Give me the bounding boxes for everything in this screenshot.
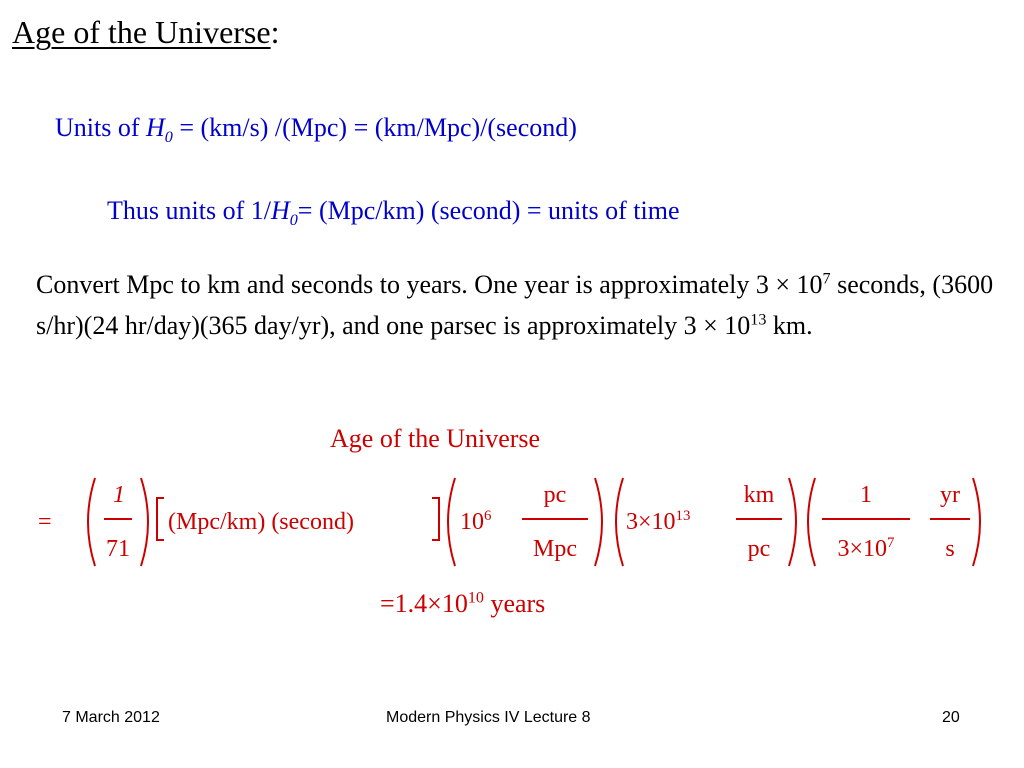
equation-result [380, 586, 545, 622]
units-rest: = (km/s) /(Mpc) = (km/Mpc)/(second) [172, 113, 577, 142]
frac1-denominator: 71 [106, 536, 130, 562]
three-times-base: 3×10 [626, 509, 676, 535]
hubble-symbol: H [146, 113, 165, 142]
frac4-bar [822, 518, 910, 520]
footer-date: 7 March 2012 [62, 709, 160, 726]
left-bracket [154, 496, 168, 542]
title-text: Age of the Universe [12, 14, 271, 50]
bracket-content: (Mpc/km) (second) [168, 509, 354, 535]
para-exp1: 7 [822, 270, 831, 288]
thus-prefix: Thus units of 1/ [107, 196, 271, 225]
frac4-denominator [822, 534, 910, 564]
left-paren-3 [608, 476, 626, 568]
three-times-exponent: 13 [675, 508, 691, 524]
frac5-bar [930, 518, 970, 520]
hubble-subscript: 0 [164, 129, 173, 147]
frac1-numerator: 1 [113, 482, 125, 508]
result-unit: years [490, 589, 546, 618]
title-colon: : [270, 14, 280, 50]
page-title [12, 12, 279, 52]
footer-page-number: 20 [942, 709, 960, 726]
right-paren-4 [970, 476, 988, 568]
conversion-paragraph [36, 264, 996, 346]
left-paren-4 [800, 476, 818, 568]
frac5-numerator: yr [940, 482, 960, 508]
para-part1: Convert Mpc to km and seconds to years. One year is approximately 3 × 10 [36, 270, 823, 299]
frac2-bar [522, 518, 588, 520]
frac1-bar [104, 518, 132, 520]
frac5-denominator: s [945, 536, 955, 562]
equation-equals: = [38, 509, 52, 535]
thus-rest: = (Mpc/km) (second) = units of time [297, 196, 680, 225]
frac2-numerator: pc [543, 482, 567, 508]
frac3-numerator: km [743, 482, 775, 508]
thus-hubble-subscript: 0 [289, 212, 298, 230]
units-prefix: Units of [55, 113, 140, 142]
frac2-denominator: Mpc [533, 536, 577, 562]
frac3-bar [736, 518, 782, 520]
ten-exponent: 6 [484, 508, 492, 524]
para-part3: km. [766, 311, 813, 340]
frac4-numerator: 1 [860, 482, 872, 508]
ten-base: 10 [460, 509, 484, 535]
equation-label: Age of the Universe [330, 424, 541, 453]
left-paren-2 [440, 476, 458, 568]
frac4-den-base: 3×10 [837, 536, 888, 562]
ten-power [460, 507, 491, 537]
result-value: =1.4×10 [380, 589, 468, 618]
result-exponent: 10 [467, 589, 484, 607]
frac4-den-exponent: 7 [887, 535, 895, 551]
left-paren-1 [80, 476, 98, 568]
frac3-denominator: pc [747, 536, 771, 562]
three-times-ten [626, 507, 690, 537]
para-exp2: 13 [750, 311, 767, 329]
units-line [55, 110, 577, 146]
thus-hubble-symbol: H [270, 196, 290, 225]
para-part2: seconds, (3600 s/hr)(24 hr/day)(365 day/yr), and one parsec is approximately 3 × 10 [36, 270, 994, 340]
thus-line [107, 193, 680, 229]
footer-course: Modern Physics IV Lecture 8 [386, 709, 591, 726]
